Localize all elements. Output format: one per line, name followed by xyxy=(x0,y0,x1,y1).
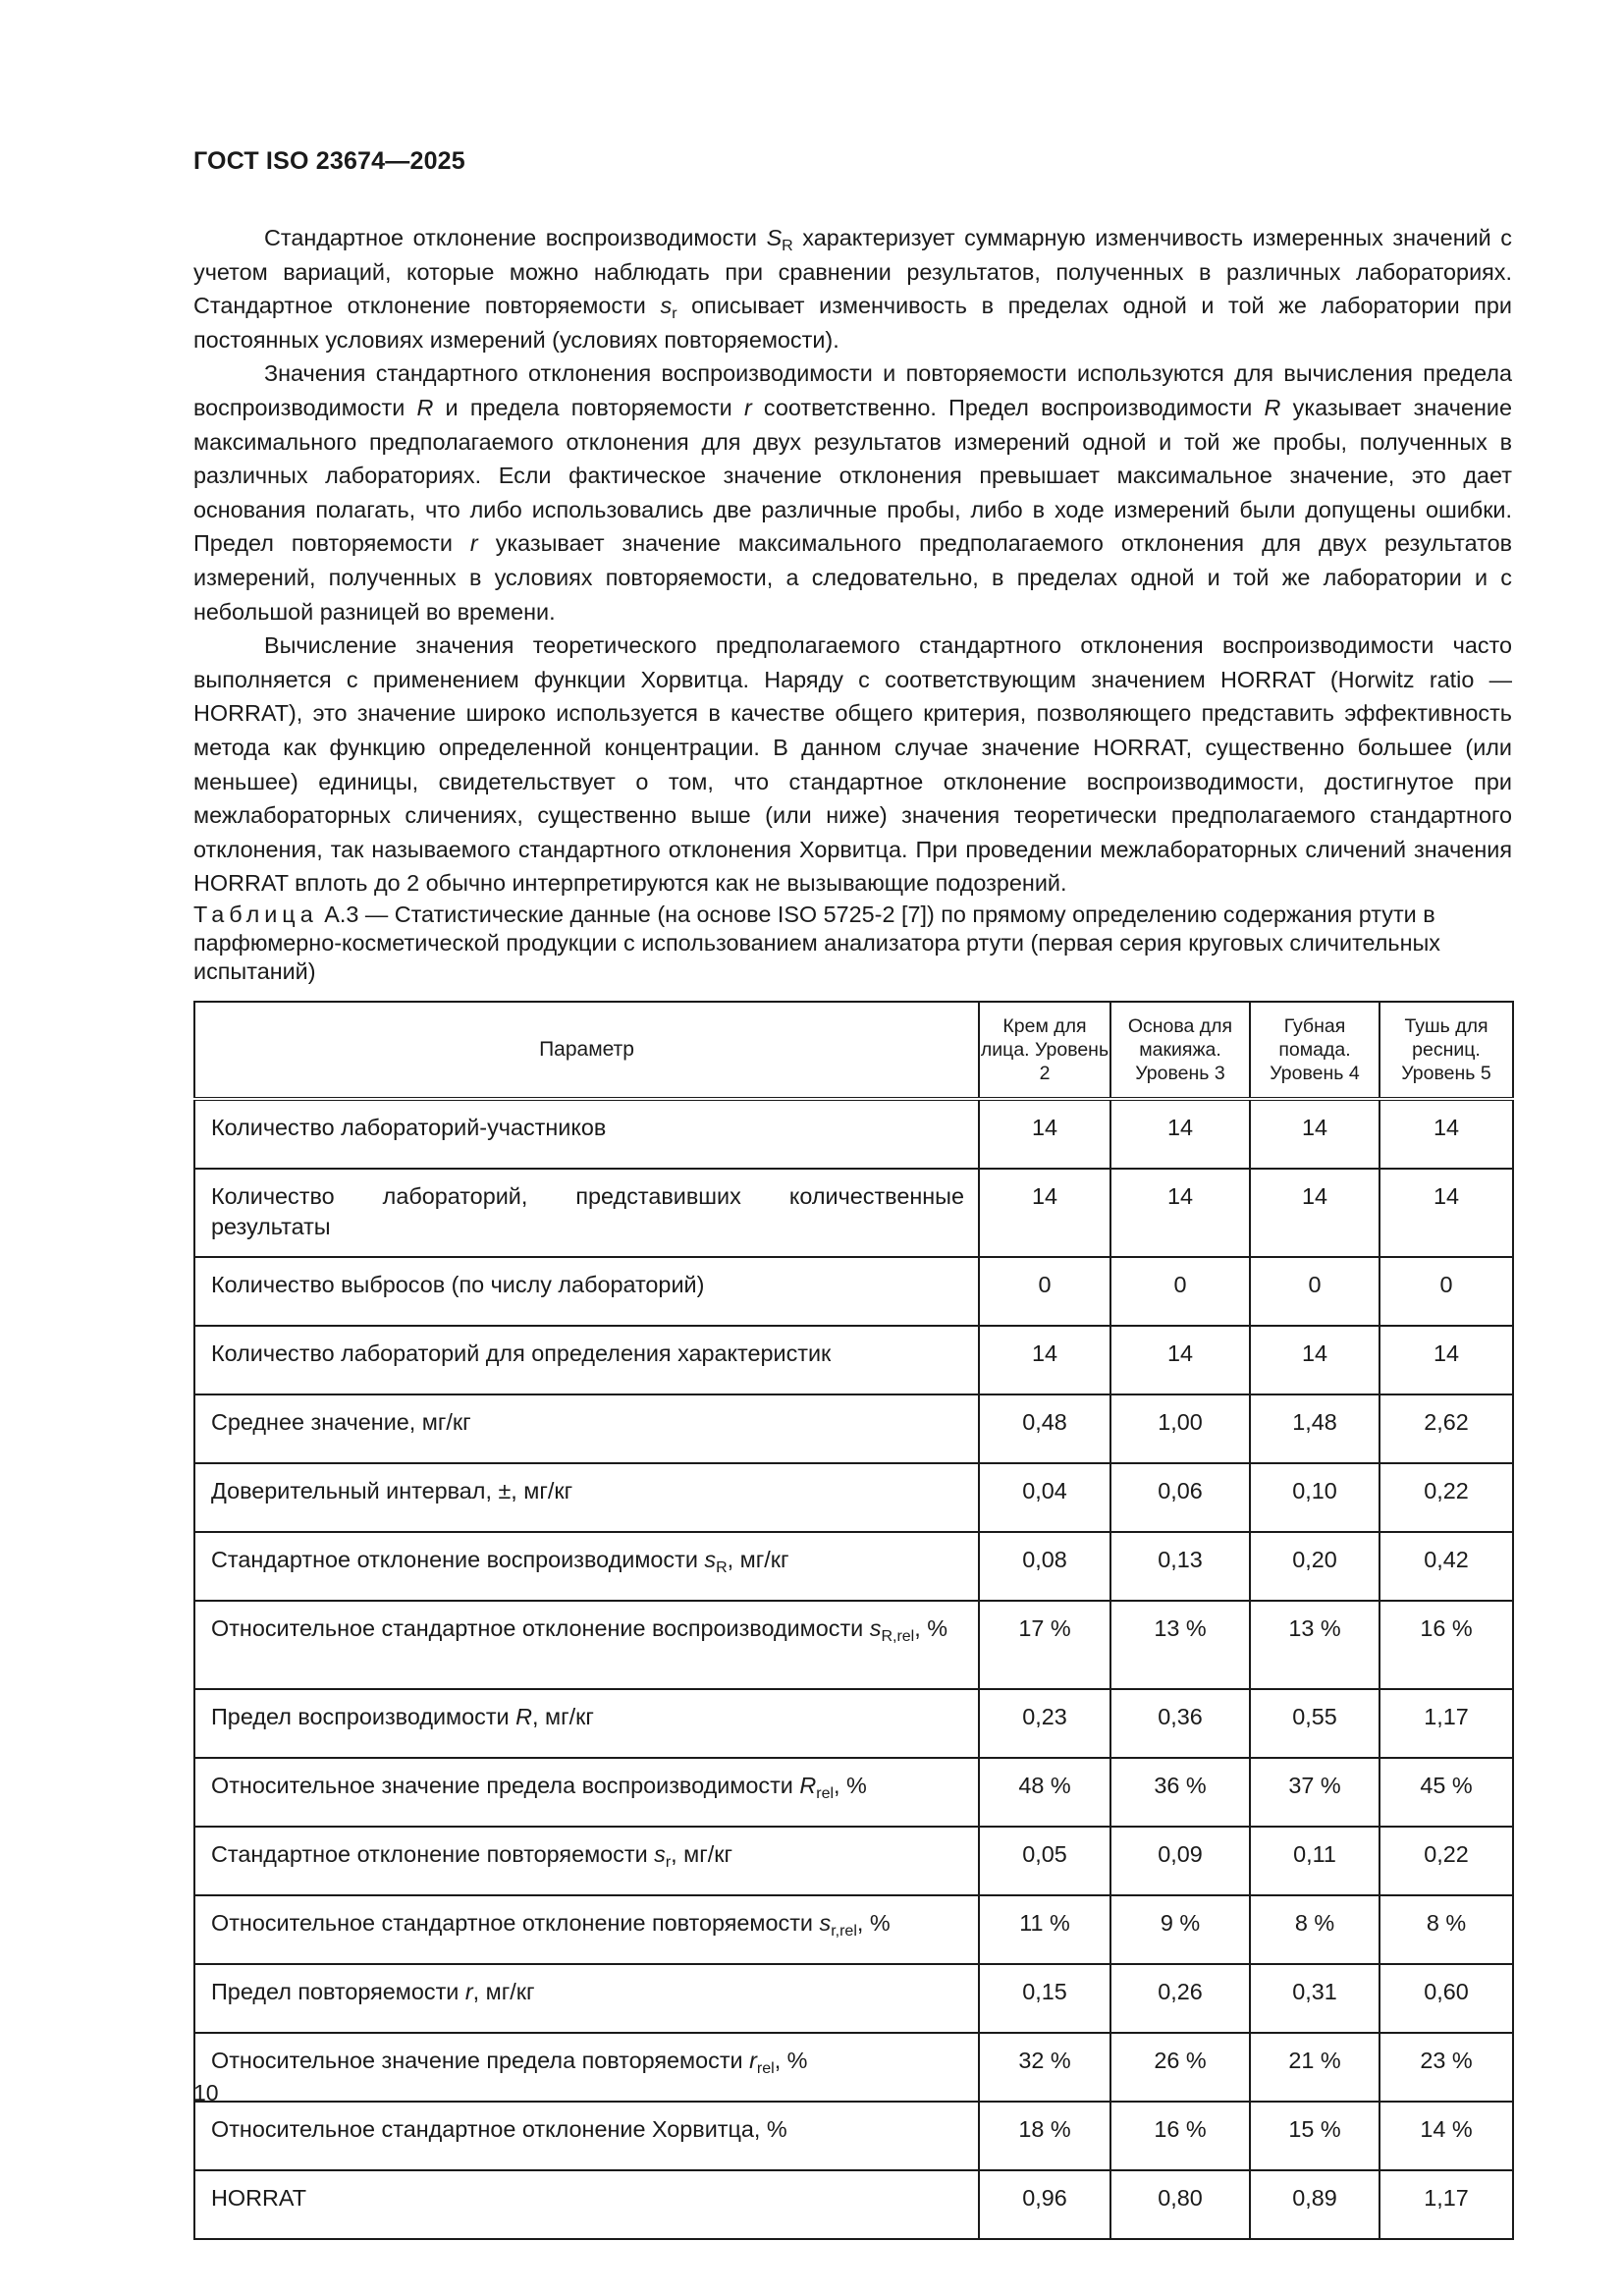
table-row xyxy=(194,1326,1513,1394)
row-value-cell: 26 % xyxy=(1110,2033,1250,2102)
row-value-cell: 0,22 xyxy=(1380,1463,1513,1532)
row-parameter-label: Количество выбросов (по числу лабораторий) xyxy=(194,1257,979,1326)
table-row xyxy=(194,1257,1513,1326)
column-header-lipstick: Губная помада. Уровень 4 xyxy=(1250,1002,1380,1099)
row-value-cell: 13 % xyxy=(1250,1601,1380,1689)
row-value-cell: 14 xyxy=(1380,1326,1513,1394)
table-row xyxy=(194,1827,1513,1895)
column-header-foundation: Основа для макияжа. Уровень 3 xyxy=(1110,1002,1250,1099)
row-parameter-label: Относительное стандартное отклонение воспроизводимости $s_{R,rel}$, % xyxy=(194,1601,979,1689)
statistics-table xyxy=(193,1001,1514,2240)
row-value-cell: 1,00 xyxy=(1110,1394,1250,1463)
row-value-cell: 36 % xyxy=(1110,1758,1250,1827)
row-value-cell: 0,60 xyxy=(1380,1964,1513,2033)
row-value-cell: 14 xyxy=(979,1099,1110,1169)
table-row xyxy=(194,2170,1513,2239)
row-parameter-label: Количество лабораторий, представивших количественные результаты xyxy=(194,1169,979,1257)
row-value-cell: 15 % xyxy=(1250,2102,1380,2170)
row-value-cell: 0,48 xyxy=(979,1394,1110,1463)
table-row xyxy=(194,1099,1513,1169)
row-value-cell: 14 % xyxy=(1380,2102,1513,2170)
row-parameter-label: Относительное значение предела воспроизводимости $R_{rel}$, % xyxy=(194,1758,979,1827)
row-value-cell: 0,31 xyxy=(1250,1964,1380,2033)
row-value-cell: 14 xyxy=(1380,1099,1513,1169)
paragraph-1: Стандартное отклонение воспроизводимости $S_R$ характеризует суммарную изменчивость измеренных значений с учетом вариаций, которые можно наблюдать при сравнении результатов, полученных в различных лабораториях. Стандартное отклонение повторяемости $s_r$ описывает изменчивость в пределах одной и той же лаборатории при постоянных условиях измерений (условиях повторяемости). xyxy=(193,225,1512,353)
row-value-cell: 14 xyxy=(1250,1099,1380,1169)
row-value-cell: 0,42 xyxy=(1380,1532,1513,1601)
row-value-cell: 21 % xyxy=(1250,2033,1380,2102)
row-value-cell: 0,13 xyxy=(1110,1532,1250,1601)
row-value-cell: 0,22 xyxy=(1380,1827,1513,1895)
row-value-cell: 23 % xyxy=(1380,2033,1513,2102)
row-parameter-label: Предел повторяемости r, мг/кг xyxy=(194,1964,979,2033)
row-value-cell: 0,36 xyxy=(1110,1689,1250,1758)
row-value-cell: 48 % xyxy=(979,1758,1110,1827)
row-value-cell: 0,11 xyxy=(1250,1827,1380,1895)
column-header-face-cream: Крем для лица. Уровень 2 xyxy=(979,1002,1110,1099)
row-value-cell: 11 % xyxy=(979,1895,1110,1964)
table-row xyxy=(194,2033,1513,2102)
row-value-cell: 14 xyxy=(1110,1099,1250,1169)
table-body xyxy=(194,1099,1513,2239)
table-row xyxy=(194,1169,1513,1257)
row-value-cell: 32 % xyxy=(979,2033,1110,2102)
row-value-cell: 1,48 xyxy=(1250,1394,1380,1463)
row-value-cell: 0,20 xyxy=(1250,1532,1380,1601)
row-value-cell: 14 xyxy=(1380,1169,1513,1257)
table-row xyxy=(194,1601,1513,1689)
row-value-cell: 17 % xyxy=(979,1601,1110,1689)
row-value-cell: 14 xyxy=(979,1326,1110,1394)
row-value-cell: 14 xyxy=(1110,1169,1250,1257)
table-header-row xyxy=(194,1002,1513,1099)
row-value-cell: 1,17 xyxy=(1380,1689,1513,1758)
row-value-cell: 2,62 xyxy=(1380,1394,1513,1463)
row-value-cell: 14 xyxy=(1250,1169,1380,1257)
row-value-cell: 0,06 xyxy=(1110,1463,1250,1532)
row-parameter-label: Относительное значение предела повторяемости $r_{rel}$, % xyxy=(194,2033,979,2102)
body-text xyxy=(193,221,1512,901)
row-parameter-label: Относительное стандартное отклонение повторяемости $s_{r,rel}$, % xyxy=(194,1895,979,1964)
row-value-cell: 0,05 xyxy=(979,1827,1110,1895)
row-value-cell: 9 % xyxy=(1110,1895,1250,1964)
row-value-cell: 45 % xyxy=(1380,1758,1513,1827)
row-value-cell: 8 % xyxy=(1250,1895,1380,1964)
row-value-cell: 37 % xyxy=(1250,1758,1380,1827)
row-parameter-label: Доверительный интервал, ±, мг/кг xyxy=(194,1463,979,1532)
table-row xyxy=(194,1689,1513,1758)
row-value-cell: 14 xyxy=(1110,1326,1250,1394)
row-parameter-label: Количество лабораторий-участников xyxy=(194,1099,979,1169)
row-value-cell: 0 xyxy=(1380,1257,1513,1326)
row-parameter-label: Количество лабораторий для определения характеристик xyxy=(194,1326,979,1394)
row-value-cell: 0,09 xyxy=(1110,1827,1250,1895)
table-row xyxy=(194,1394,1513,1463)
row-value-cell: 0,23 xyxy=(979,1689,1110,1758)
document-header: ГОСТ ISO 23674—2025 xyxy=(193,147,465,175)
row-value-cell: 14 xyxy=(1250,1326,1380,1394)
row-value-cell: 0,96 xyxy=(979,2170,1110,2239)
paragraph-2: Значения стандартного отклонения воспроизводимости и повторяемости используются для вычисления предела воспроизводимости R и предела повторяемости r соответственно. Предел воспроизводимости R указывает значение максимального предполагаемого отклонения для двух результатов измерений одной и той же пробы, полученных в различных лабораториях. Если фактическое значение отклонения превышает максимальное значение, это дает основания полагать, что либо использовались две различные пробы, либо в ходе измерений были допущены ошибки. Предел повторяемости r указывает значение максимального предполагаемого отклонения для двух результатов измерений, полученных в условиях повторяемости, а следовательно, в пределах одной и той же лаборатории и с небольшой разницей во времени. xyxy=(193,360,1513,625)
page-number: 10 xyxy=(193,2080,219,2105)
row-parameter-label: Стандартное отклонение повторяемости $s_r$, мг/кг xyxy=(194,1827,979,1895)
row-parameter-label: Среднее значение, мг/кг xyxy=(194,1394,979,1463)
table-row xyxy=(194,1895,1513,1964)
column-header-mascara: Тушь для ресниц. Уровень 5 xyxy=(1380,1002,1513,1099)
row-value-cell: 18 % xyxy=(979,2102,1110,2170)
row-value-cell: 0,08 xyxy=(979,1532,1110,1601)
table-row xyxy=(194,1964,1513,2033)
row-value-cell: 0,89 xyxy=(1250,2170,1380,2239)
table-row xyxy=(194,2102,1513,2170)
row-value-cell: 0,15 xyxy=(979,1964,1110,2033)
table-caption: Таблица А.3 — Статистические данные (на основе ISO 5725-2 [7]) по прямому определению содержания ртути в парфюмерно-косметической продукции с использованием анализатора ртути (первая серия круговых сличительных испытаний) xyxy=(193,902,1440,984)
table-row xyxy=(194,1532,1513,1601)
column-header-parameter: Параметр xyxy=(194,1002,979,1099)
row-value-cell: 0 xyxy=(979,1257,1110,1326)
row-parameter-label: HORRAT xyxy=(194,2170,979,2239)
row-parameter-label: Предел воспроизводимости R, мг/кг xyxy=(194,1689,979,1758)
table-row xyxy=(194,1758,1513,1827)
row-value-cell: 0,55 xyxy=(1250,1689,1380,1758)
row-value-cell: 0,04 xyxy=(979,1463,1110,1532)
table-row xyxy=(194,1463,1513,1532)
row-value-cell: 13 % xyxy=(1110,1601,1250,1689)
row-value-cell: 14 xyxy=(979,1169,1110,1257)
paragraph-3: Вычисление значения теоретического предполагаемого стандартного отклонения воспроизводимости часто выполняется с применением функции Хорвитца. Наряду с соответствующим значением HORRAT (Horwitz ratio — HORRAT), это значение широко используется в качестве общего критерия, позволяющего представить эффективность метода как функцию определенной концентрации. В данном случае значение HORRAT, существенно большее (или меньшее) единицы, свидетельствует о том, что стандартное отклонение воспроизводимости, достигнутое при межлабораторных сличениях, существенно выше (или ниже) значения теоретически предполагаемого стандартного отклонения, так называемого стандартного отклонения Хорвитца. При проведении межлабораторных сличений значения HORRAT вплоть до 2 обычно интерпретируются как не вызывающие подозрений. xyxy=(193,632,1512,897)
row-value-cell: 1,17 xyxy=(1380,2170,1513,2239)
row-value-cell: 0 xyxy=(1250,1257,1380,1326)
row-value-cell: 0,10 xyxy=(1250,1463,1380,1532)
row-value-cell: 16 % xyxy=(1110,2102,1250,2170)
row-value-cell: 0,26 xyxy=(1110,1964,1250,2033)
row-value-cell: 0,80 xyxy=(1110,2170,1250,2239)
row-parameter-label: Стандартное отклонение воспроизводимости $s_R$, мг/кг xyxy=(194,1532,979,1601)
row-value-cell: 8 % xyxy=(1380,1895,1513,1964)
row-value-cell: 16 % xyxy=(1380,1601,1513,1689)
row-value-cell: 0 xyxy=(1110,1257,1250,1326)
row-parameter-label: Относительное стандартное отклонение Хорвитца, % xyxy=(194,2102,979,2170)
